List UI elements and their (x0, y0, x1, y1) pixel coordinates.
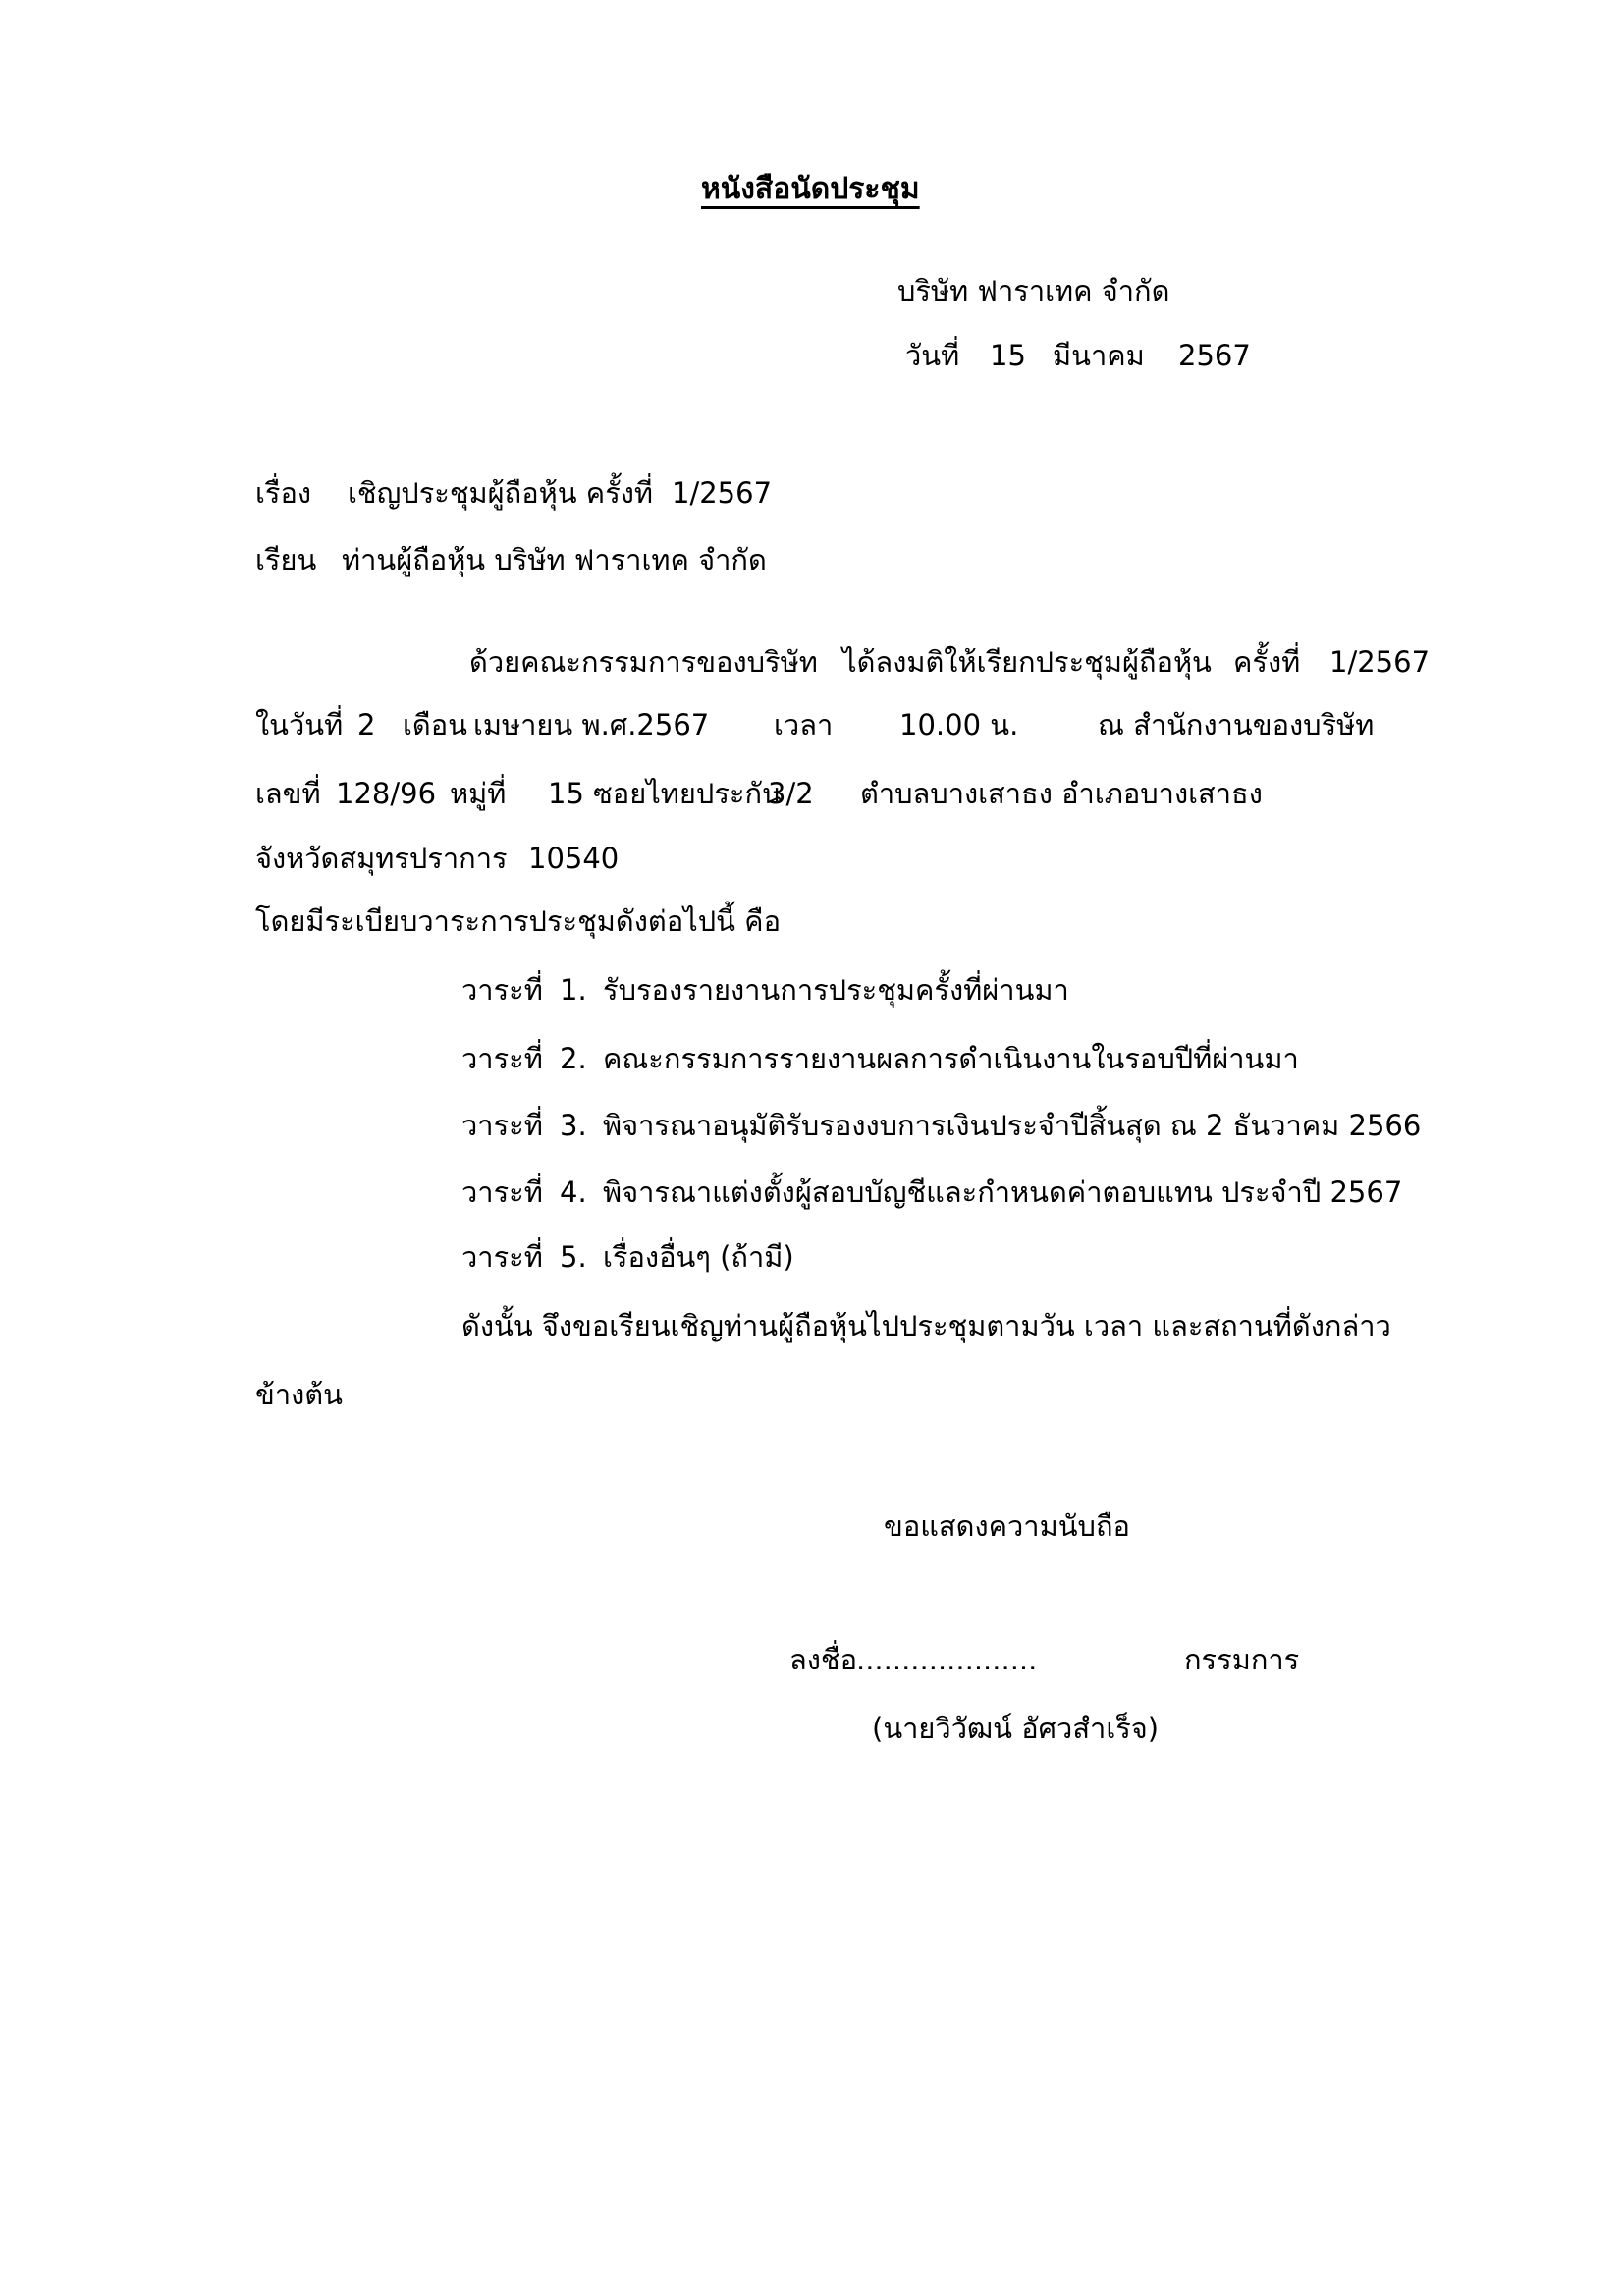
subject-number: 1/2567 (672, 476, 773, 510)
date-label: วันที่ (905, 339, 960, 372)
signature-dots: .................... (856, 1643, 1038, 1676)
signature-label: ลงชื่อ (789, 1643, 858, 1676)
addressee-text: ท่านผู้ถือหุ้น บริษัท ฟาราเทค จำกัด (342, 543, 767, 576)
company-name: บริษัท ฟาราเทค จำกัด (897, 274, 1170, 307)
addressee-label: เรียน (255, 543, 317, 576)
body-text: หมู่ที่ (450, 777, 507, 810)
body-text: เดือน (403, 708, 467, 741)
signature-role: กรรมการ (1184, 1643, 1300, 1676)
agenda-text: เรื่องอื่นๆ (ถ้ามี) (603, 1240, 794, 1274)
date-day: 15 (990, 339, 1026, 372)
subject-label: เรื่อง (255, 476, 312, 510)
agenda-number: 5. (560, 1240, 587, 1274)
agenda-label: วาระที่ (461, 973, 543, 1007)
body-text: เลขที่ (255, 777, 321, 810)
page-title: หนังสือนัดประชุม (701, 172, 920, 206)
agenda-text: พิจารณาอนุมัติรับรองงบการเงินประจำปีสิ้นสุด ณ 2 ธันวาคม 2566 (603, 1109, 1422, 1142)
body-text: 128/96 (336, 777, 437, 810)
body-text: 10540 (528, 842, 620, 875)
body-text: จังหวัดสมุทรปราการ (255, 842, 508, 875)
date-year: 2567 (1178, 339, 1251, 372)
agenda-number: 2. (560, 1042, 587, 1075)
body-text: 15 ซอยไทยประกัน (548, 777, 782, 810)
body-text: 3/2 (768, 777, 814, 810)
date-month: มีนาคม (1053, 339, 1145, 372)
agenda-text: รับรองรายงานการประชุมครั้งที่ผ่านมา (603, 973, 1069, 1007)
body-text: ด้วยคณะกรรมการของบริษัท (469, 645, 818, 679)
signatory-name: (นายวิวัฒน์ อัศวสำเร็จ) (872, 1712, 1160, 1745)
agenda-label: วาระที่ (461, 1175, 543, 1209)
agenda-text: คณะกรรมการรายงานผลการดำเนินงานในรอบปีที่ผ่านมา (603, 1042, 1299, 1075)
body-text: 10.00 น. (899, 708, 1019, 741)
body-text: ในวันที่ (255, 708, 344, 741)
body-text: 1/2567 (1329, 645, 1431, 679)
body-text: ได้ลงมติให้เรียกประชุมผู้ถือหุ้น (842, 645, 1212, 679)
body-text: ณ สำนักงานของบริษัท (1098, 708, 1375, 741)
agenda-label: วาระที่ (461, 1042, 543, 1075)
agenda-text: พิจารณาแต่งตั้งผู้สอบบัญชีและกำหนดค่าตอบแทน ประจำปี 2567 (603, 1175, 1403, 1209)
agenda-number: 4. (560, 1175, 587, 1209)
body-text: เวลา (774, 708, 834, 741)
body-text: ครั้งที่ (1233, 645, 1301, 679)
agenda-label: วาระที่ (461, 1109, 543, 1142)
agenda-number: 3. (560, 1109, 587, 1142)
body-text: เมษายน พ.ศ.2567 (473, 708, 710, 741)
body-text: 2 (357, 708, 376, 741)
regards-text: ขอแสดงความนับถือ (884, 1509, 1130, 1543)
body-line-5: โดยมีระเบียบวาระการประชุมดังต่อไปนี้ คือ (255, 904, 781, 938)
closing-line-2: ข้างต้น (255, 1378, 343, 1411)
subject-text: เชิญประชุมผู้ถือหุ้น ครั้งที่ (348, 476, 654, 510)
body-text: ตำบลบางเสาธง อำเภอบางเสาธง (860, 777, 1263, 810)
closing-line-1: ดังนั้น จึงขอเรียนเชิญท่านผู้ถือหุ้นไปประชุมตามวัน เวลา และสถานที่ดังกล่าว (461, 1309, 1391, 1342)
agenda-number: 1. (560, 973, 587, 1007)
agenda-label: วาระที่ (461, 1240, 543, 1274)
